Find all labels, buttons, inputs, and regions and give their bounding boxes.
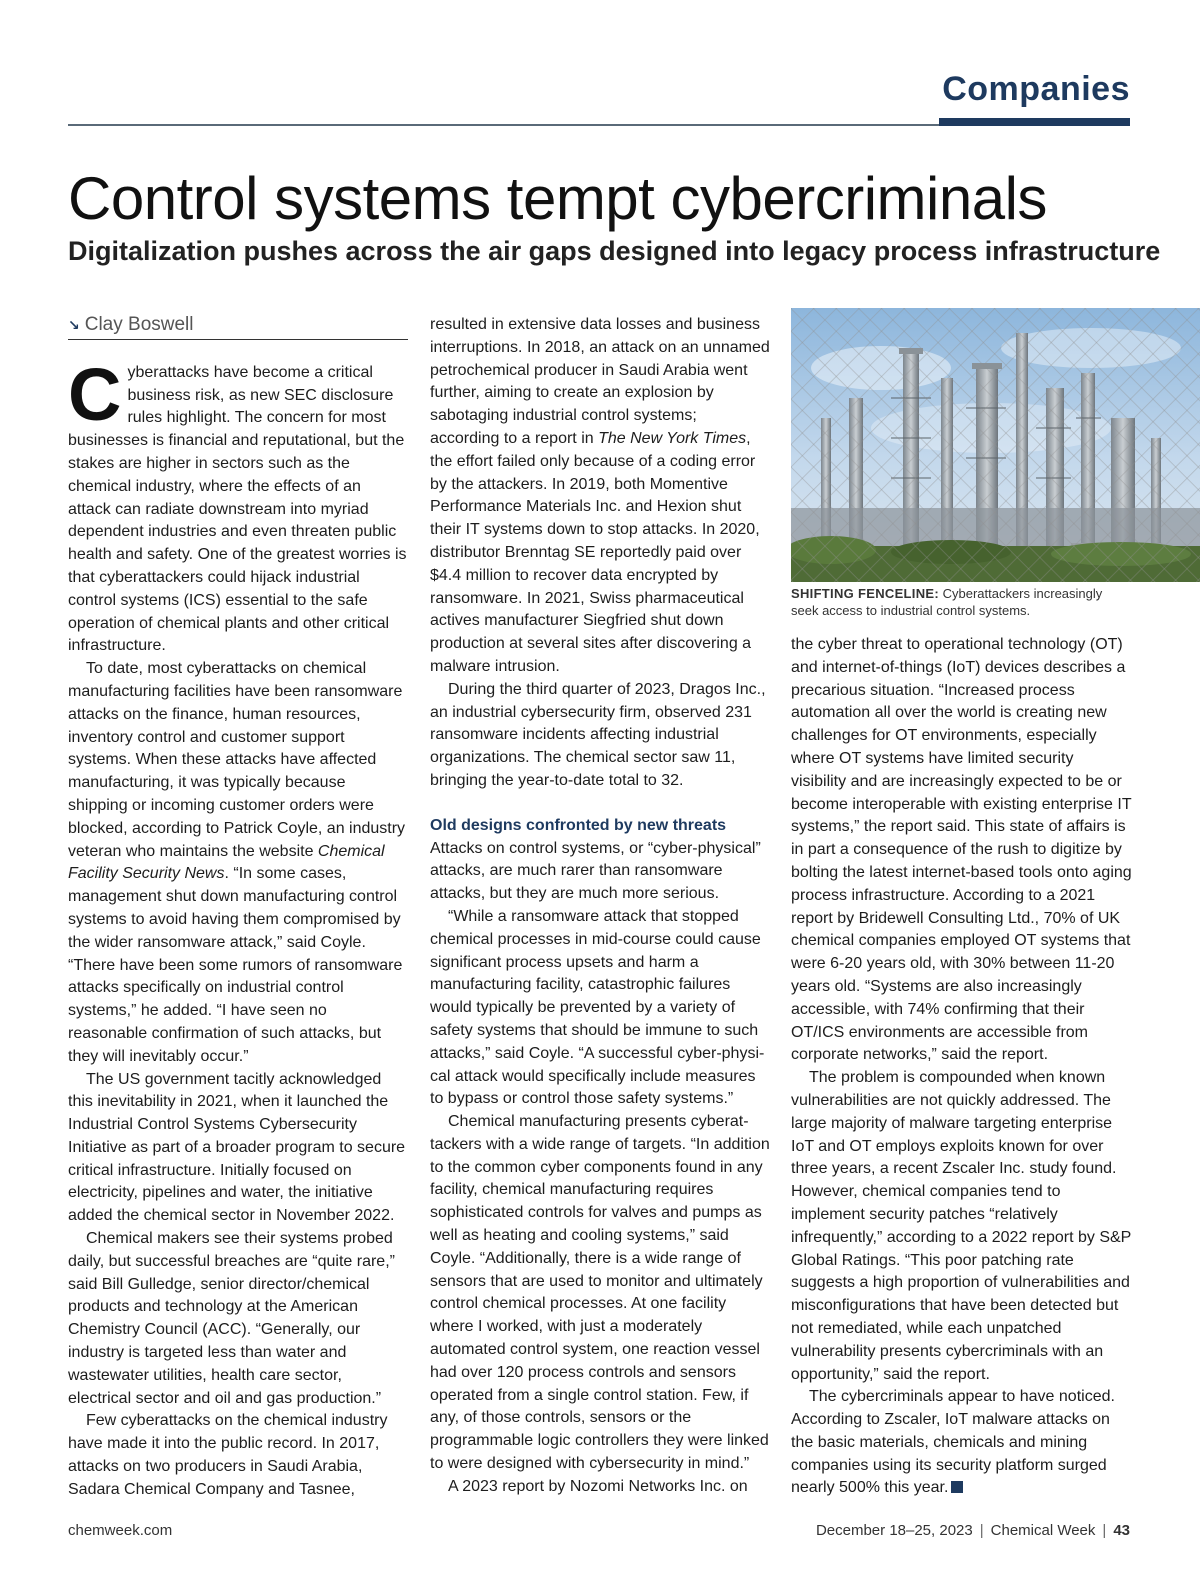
footer-separator: | [1102, 1522, 1107, 1539]
byline-author[interactable]: Clay Boswell [84, 314, 194, 335]
article-column-1 [68, 314, 408, 1502]
article-column-2 [430, 314, 770, 1499]
paragraph: The US government tacitly acknowledged this inevitability in 2021, when it launched the Industrial Control Systems Cybersecurity Initiative as part of a broader program to secure critical infrastructure. Initially focused on electricity, pipelines and water, the initiative added the chemical sector in November 2022. [68, 1070, 406, 1225]
headline: Control systems tempt cybercriminals [68, 165, 1047, 232]
paragraph: A 2023 report by Nozomi Networks Inc. on [448, 1477, 748, 1495]
paragraph: Attacks on control systems, or “cyber-physical” attacks, are much rarer than ransomware attacks, but they are much more serious. [430, 839, 761, 903]
paragraph: resulted in extensive data losses and business interruptions. In 2018, an attack on an unnamed petrochemical producer in Saudi Arabia went further, aiming to create an explosion by sabotaging industrial control systems; according to a report in The New York Times, the effort failed only because of a coding error by the attackers. In 2019, both Momentive Performance Materials Inc. and Hexion shut their IT systems down to stop attacks. In 2020, distributor Brenntag SE reportedly paid over $4.4 million to recover data encrypted by ransomware. In 2021, Swiss pharmaceutical actives manufacturer Siegfried shut down production at several sites after discovering a malware intrusion. [430, 316, 770, 675]
paragraph: Chemical manufacturing presents cyberattackers with a wide range of targets. “In addition to the common cyber components found in any facility, chemical manufacturing requires sophisticated controls for valves and pumps as well as heating and cooling systems,” said Coyle. “Additionally, there is a wide range of sensors that are used to monitor and ultimately control chemical processes. At one facility where I worked, with just a moderately automated control system, one reaction vessel had over 120 process controls and sensors operated from a single control station. Few, if any, of those controls, sensors or the programmable logic controllers they were linked to were designed with cybersecurity in mind.” [430, 1113, 770, 1473]
footer-site[interactable]: chemweek.com [68, 1522, 173, 1539]
photo-caption: SHIFTING FENCELINE: Cyberattackers increasingly seek access to industrial control systems. [791, 586, 1103, 618]
paragraph: Few cyberattacks on the chemical industry have made it into the public record. In 2017, attacks on two producers in Saudi Arabia, Sadara Chemical Company and Tasnee, [68, 1412, 388, 1498]
page-number: 43 [1113, 1522, 1130, 1539]
deck: Digitalization pushes across the air gaps designed into legacy process infrastructure [68, 236, 1161, 266]
article-column-3 [791, 634, 1133, 1500]
section-rule-accent [939, 118, 1130, 126]
paragraph: To date, most cyberattacks on chemical manufacturing facilities have been ransomware attacks on the finance, human resources, inventory control and customer support systems. When these attacks have affected manufacturing, it was typically because shipping or incoming customer orders were blocked, according to Patrick Coyle, an industry veteran who maintains the website Chemical Facility Security News. “In some cases, management shut down manufacturing control systems to avoid having them compromised by the wider ransomware attack,” said Coyle. “There have been some rumors of ransomware attacks specifically on industrial control systems,” he added. “I have seen no reasonable confirmation of such attacks, but they will inevitably occur.” [68, 660, 406, 1065]
dropcap: C [68, 352, 122, 436]
section-label: Companies [942, 70, 1130, 108]
paragraph: Chemical makers see their systems probed daily, but successful breaches are “quite rare,” said Bill Gulledge, senior director/chemical products and technology at the American Chemistry Council (ACC). “Generally, our industry is targeted less than water and wastewater utilities, health care sector, electrical sector and oil and gas production.” [68, 1230, 395, 1407]
footer-folio [816, 1522, 1130, 1539]
refinery-photo [791, 308, 1200, 582]
footer-separator: | [979, 1522, 984, 1539]
paragraph: The cybercriminals appear to have noticed. According to Zscaler, IoT malware attacks on the basic materials, chemicals and mining companies using its security platform surged nearly 500% this year. [791, 1388, 1115, 1497]
caption-label: SHIFTING FENCELINE: [791, 586, 939, 601]
paragraph: Cyberattacks have become a critical business risk, as new SEC disclosure rules highlight. The concern for most businesses is financial and reputational, but the stakes are higher in sectors such as the chemical industry, where the effects of an attack can radiate downstream into myriad dependent industries and even threaten public health and safety. One of the greatest worries is that cyberattackers could hijack industrial control systems (ICS) essential to the safe operation of chemical plants and other critical infrastructure. [68, 352, 407, 655]
end-mark-icon [951, 1481, 963, 1493]
paragraph: The problem is compounded when known vulnerabilities are not quickly addressed. The large majority of malware targeting enterprise IoT and OT employs exploits known for over three years, a recent Zscaler Inc. study found. However, chemical companies tend to implement security patches “relatively infrequently,” according to a 2022 report by S&P Global Ratings. “This poor patching rate suggests a high proportion of vulnerabilities and misconfigurations that have been detected but not remediated, while each unpatched vulnerability presents cybercriminals with an opportunity,” said the report. [791, 1069, 1132, 1383]
publication-name: The New York Times [598, 429, 747, 447]
paragraph: During the third quarter of 2023, Dragos Inc., an industrial cybersecurity firm, observed 231 ransomware incidents affecting industrial organizations. The chemical sector saw 11, bringing the year-to-date total to 32. [430, 680, 766, 789]
publication-name: Chemical Facility Security News [68, 842, 385, 883]
paragraph: the cyber threat to operational technology (OT) and internet-of-things (IoT) devices describes a precarious situation. “Increased process automation all over the world is creating new challenges for OT environments, especially where OT systems have limited security visibility and are increasingly expected to be or become interoperable with existing enterprise IT systems,” the report said. This state of affairs is in part a consequence of the rush to digitize by bolting the latest internet-based tools onto aging process infrastructure. According to a 2021 report by Bridewell Consulting Ltd., 70% of UK chemical companies employed OT systems that were 6-20 years old, with 30% between 11-20 years old. “Systems are also increasingly accessible, with 74% confirming that their OT/ICS environments are accessible from corporate networks,” said the report. [791, 636, 1132, 1064]
paragraph: “While a ransomware attack that stopped chemical processes in mid-course could cause significant process upsets and harm a manufacturing facility, catastrophic failures would typically be prevented by a variety of safety systems that should be immune to such attacks,” said Coyle. “A successful cyber-physical attack would specifically include measures to bypass or control those safety systems.” [430, 907, 765, 1108]
byline [68, 314, 408, 340]
footer-date: December 18–25, 2023 [815, 1522, 973, 1539]
subhead: Old designs confronted by new threats [430, 816, 727, 834]
footer-publication: Chemical Week [990, 1522, 1096, 1539]
arrow-down-right-icon: ↘ [68, 317, 80, 333]
